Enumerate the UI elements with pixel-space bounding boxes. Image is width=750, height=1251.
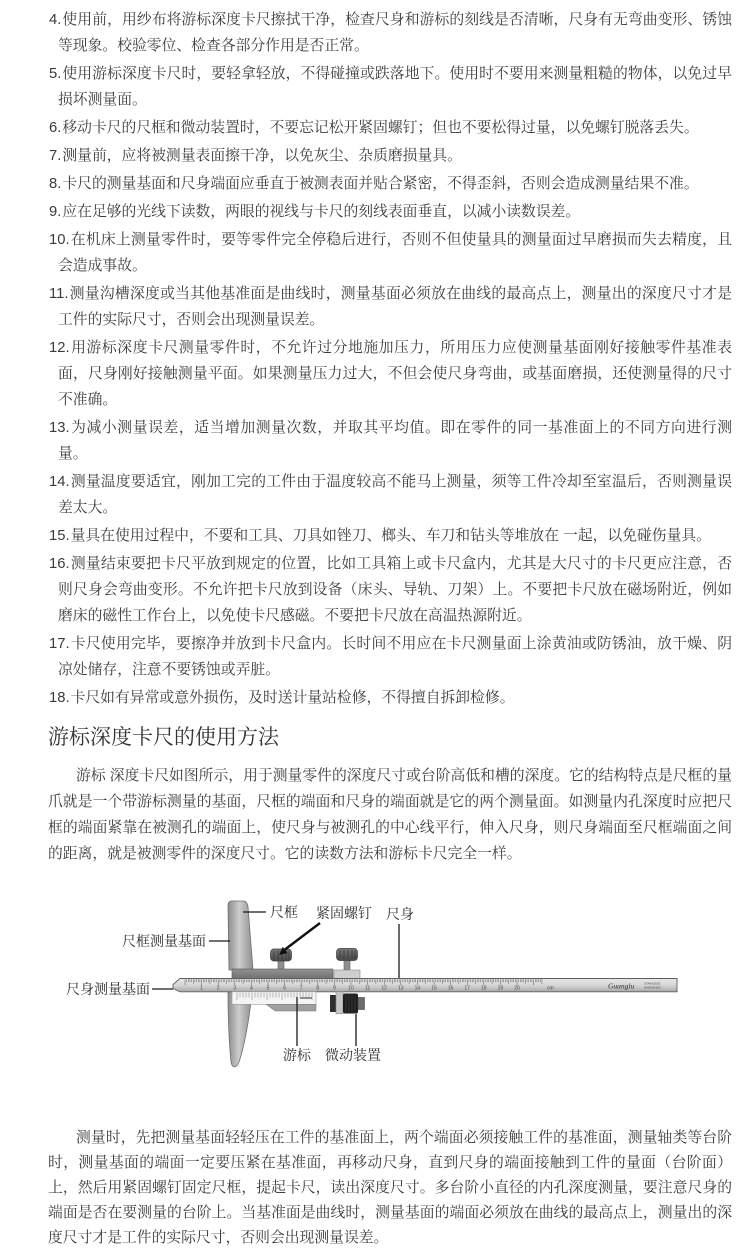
item-number: 11.	[49, 286, 69, 302]
slider-block	[232, 969, 333, 980]
instruction-item	[48, 415, 732, 467]
item-number: 15.	[49, 528, 70, 544]
label-beam: 尺身	[386, 906, 414, 922]
svg-text:15: 15	[431, 985, 437, 992]
label-frame-base: 尺框测量基面	[122, 933, 206, 949]
instruction-list	[48, 7, 732, 711]
item-text: 使用游标深度卡尺时，要轻拿轻放，不得碰撞或跌落地下。使用时不要用来测量粗糙的物体，以免过早损坏测量面。	[58, 66, 732, 108]
svg-text:10: 10	[348, 985, 354, 992]
svg-text:7: 7	[299, 985, 303, 992]
svg-text:1: 1	[200, 985, 203, 992]
svg-text:20: 20	[514, 985, 520, 992]
instruction-item	[48, 523, 732, 549]
item-number: 8.	[49, 176, 62, 192]
label-frame: 尺框	[270, 904, 298, 920]
item-text: 卡尺如有异常或意外损伤，及时送计量站检修，不得擅自拆卸检修。	[70, 690, 515, 706]
svg-text:8: 8	[316, 985, 320, 992]
item-number: 10.	[49, 232, 70, 248]
item-number: 13.	[49, 420, 70, 436]
usage-paragraph: 测量时，先把测量基面轻轻压在工件的基准面上，两个端面必须接触工件的基准面，测量轴类等台阶时，测量基面的端面一定要压紧在基准面，再移动尺身，直到尺身的端面接触到工件的量面（台阶面）上，然后用紧固螺钉固定尺框，提起卡尺，读出深度尺寸。多台阶小直径的内孔深度测量，要注意尺身的端面是否在要测量的台阶上。当基准面是曲线时，测量基面的端面必须放在曲线的最高点上，测量出的深度尺寸才是工件的实际尺寸，否则会出现测量误差。	[48, 1130, 732, 1246]
item-text: 应在足够的光线下读数，两眼的视线与卡尺的刻线表面垂直，以减小读数误差。	[62, 204, 581, 220]
svg-text:19: 19	[497, 985, 504, 992]
item-number: 18.	[49, 690, 70, 706]
item-number: 12.	[49, 340, 70, 356]
instruction-item	[48, 199, 732, 225]
item-text: 卡尺的测量基面和尺身端面应垂直于被测表面并贴合紧密，不得歪斜，否则会造成测量结果不准。	[62, 176, 699, 192]
item-number: 17.	[49, 636, 70, 652]
svg-text:12: 12	[381, 985, 387, 992]
scale-unit: cm	[547, 985, 554, 992]
instruction-item	[48, 227, 732, 279]
svg-text:18: 18	[481, 985, 487, 992]
instruction-item	[48, 631, 732, 683]
label-locking-screw: 紧固螺钉	[316, 905, 372, 921]
svg-text:13: 13	[398, 985, 404, 992]
vernier-marking	[300, 997, 312, 999]
svg-text:11: 11	[364, 985, 371, 992]
thumb-rest	[266, 1004, 316, 1011]
svg-text:9: 9	[333, 985, 336, 992]
instruction-item	[48, 61, 732, 113]
svg-text:14: 14	[414, 985, 421, 992]
instruction-item	[48, 281, 732, 333]
brand-sub-text: HARDENED	[644, 985, 661, 990]
instruction-item	[48, 115, 732, 141]
item-text: 卡尺使用完毕，要擦净并放到卡尺盒内。长时间不用应在卡尺测量面上涂黄油或防锈油，放干燥、阴凉处储存，注意不要锈蚀或弄脏。	[58, 636, 732, 678]
instruction-item	[48, 469, 732, 521]
intro-paragraph: 游标 深度卡尺如图所示，用于测量零件的深度尺寸或台阶高低和槽的深度。它的结构特点是尺框的量爪就是一个带游标测量的基面，尺框的端面和尺身的端面就是它的两个测量面。如测量内孔深度时应把尺框的端面紧靠在被测孔的端面上，使尺身与被测孔的中心线平行，伸入尺身，则尺身端面至尺框端面之间的距离，就是被测零件的深度尺寸。它的读数方法和游标卡尺完全一样。	[48, 768, 732, 862]
item-text: 测量沟槽深度或当其他基准面是曲线时，测量基面必须放在曲线的最高点上，测量出的深度尺寸才是工件的实际尺寸，否则会出现测量误差。	[58, 286, 732, 328]
item-text: 使用前，用纱布将游标深度卡尺擦拭干净，检查尺身和游标的刻线是否清晰，尺身有无弯曲变形、锈蚀等现象。校验零位、检查各部分作用是否正常。	[58, 12, 732, 54]
svg-text:2: 2	[216, 985, 220, 992]
label-beam-base: 尺身测量基面	[66, 981, 150, 997]
item-text: 用游标深度卡尺测量零件时，不允许过分地施加压力，所用压力应使测量基面刚好接触零件基准表面，尺身刚好接触测量平面。如果测量压力过大，不但会使尺身弯曲，或基面磨损，还使测量得的尺寸不准确。	[58, 340, 732, 408]
svg-text:5: 5	[266, 985, 270, 992]
item-number: 6.	[49, 120, 62, 136]
instruction-item	[48, 335, 732, 413]
item-text: 测量结束要把卡尺平放到规定的位置，比如工具箱上或卡尺盒内，尤其是大尺寸的卡尺更应注意，否则尺身会弯曲变形。不允许把卡尺放到设备（床头、导轨、刀架）上。不要把卡尺放在磁场附近，例如磨床的磁性工作台上，以免使卡尺感磁。不要把卡尺放在高温热源附近。	[58, 556, 732, 624]
locking-screw-icon	[337, 949, 358, 971]
frame-shape	[228, 901, 253, 970]
item-number: 7.	[49, 148, 62, 164]
svg-text:3: 3	[233, 985, 237, 992]
instruction-item	[48, 171, 732, 197]
svg-text:17: 17	[464, 985, 470, 992]
instruction-item	[48, 143, 732, 169]
instruction-item	[48, 551, 732, 629]
item-text: 测量温度要适宜，刚加工完的工件由于温度较高不能马上测量，须等工件冷却至室温后，否则测量误差太大。	[58, 474, 732, 516]
item-number: 5.	[49, 66, 62, 82]
item-number: 14.	[49, 474, 70, 490]
label-vernier: 游标	[283, 1047, 311, 1063]
svg-text:4: 4	[250, 985, 253, 992]
section-heading: 游标深度卡尺的使用方法	[48, 726, 279, 749]
svg-text:6: 6	[283, 985, 286, 992]
instruction-item	[48, 685, 732, 711]
caliper-diagram	[60, 893, 700, 1068]
brand-sub-text: STAINLESS	[644, 981, 661, 986]
item-text: 移动卡尺的尺框和微动装置时，不要忘记松开紧固螺钉；但也不要松得过量，以免螺钉脱落丢失。	[62, 120, 699, 136]
svg-text:16: 16	[447, 985, 454, 992]
item-text: 量具在使用过程中，不要和工具、刀具如锉刀、榔头、车刀和钻头等堆放在 一起，以免碰伤量具。	[70, 528, 711, 544]
item-number: 9.	[49, 204, 62, 220]
item-text: 为减小测量误差，适当增加测量次数，并取其平均值。即在零件的同一基准面上的不同方向进行测量。	[58, 420, 732, 462]
label-fine-adjust: 微动装置	[325, 1047, 381, 1063]
fine-adjust-device	[330, 992, 365, 1014]
brand-text: Guanglu	[608, 981, 635, 991]
item-text: 测量前，应将被测量表面擦干净，以免灰尘、杂质磨损量具。	[62, 148, 462, 164]
item-number: 16.	[49, 556, 70, 572]
item-text: 在机床上测量零件时，要等零件完全停稳后进行，否则不但使量具的测量面过早磨损而失去精度，且会造成事故。	[58, 232, 732, 274]
leader-arrow	[283, 923, 320, 951]
beam-shape	[173, 979, 677, 992]
item-number: 4.	[49, 12, 62, 28]
instruction-item	[48, 7, 732, 59]
